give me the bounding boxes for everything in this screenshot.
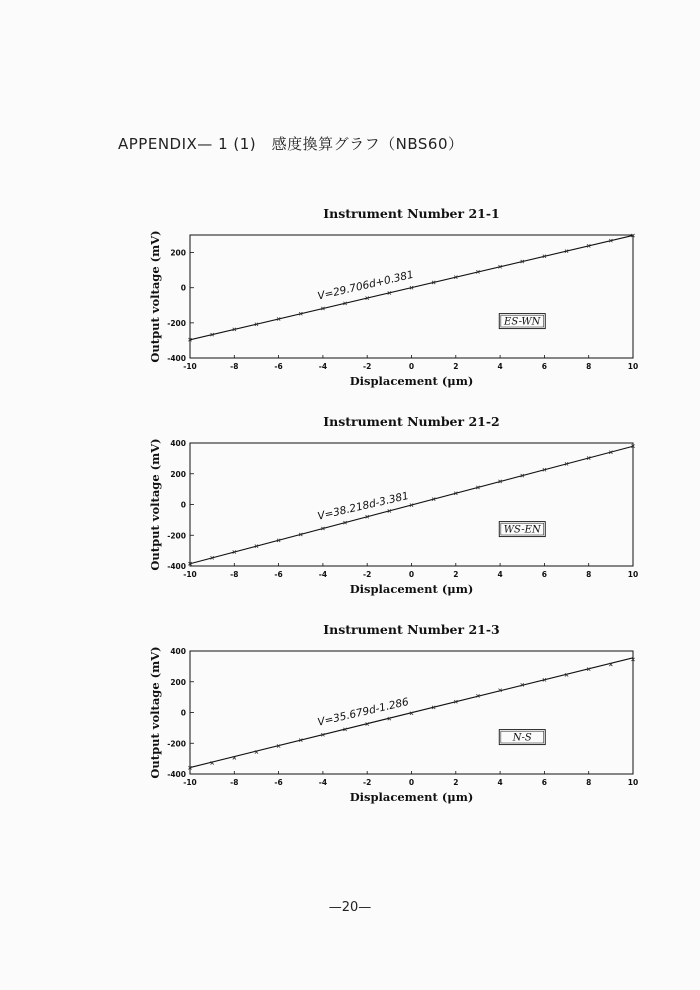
y-tick-label: 200	[170, 469, 186, 479]
plot-frame	[190, 235, 633, 358]
x-tick-label: -8	[230, 570, 239, 579]
x-tick-label: -4	[318, 362, 328, 371]
chart-svg	[135, 200, 655, 400]
x-tick-label: -10	[183, 778, 197, 787]
x-tick-label: 0	[408, 570, 415, 579]
chart-svg	[135, 408, 655, 608]
orientation-tag: ES-WN	[504, 316, 541, 328]
x-tick-label: -6	[274, 362, 283, 371]
x-tick-label: -2	[363, 778, 372, 787]
y-axis-label: Output voltage (mV)	[148, 230, 162, 363]
appendix-heading: APPENDIX— 1 (1) 感度換算グラフ（NBS60）	[118, 135, 464, 153]
x-tick-label: 0	[408, 362, 415, 371]
chart-svg	[135, 616, 655, 816]
x-axis-label: Displacement (μm)	[349, 374, 474, 388]
x-tick-label: 4	[497, 362, 503, 371]
chart-title: Instrument Number 21-3	[323, 622, 500, 637]
x-tick-label: 0	[408, 778, 415, 787]
fit-equation: V=29.706d+0.381	[316, 268, 415, 303]
orientation-tag: N-S	[512, 732, 532, 744]
chart-instrument-21-2	[135, 408, 655, 608]
x-tick-label: -4	[318, 778, 328, 787]
chart-instrument-21-3	[135, 616, 655, 816]
y-tick-label: 400	[170, 439, 186, 448]
x-tick-label: 10	[627, 570, 639, 579]
x-tick-label: 2	[453, 570, 459, 579]
y-tick-label: 0	[180, 283, 186, 293]
y-tick-label: 200	[170, 677, 186, 687]
page-number: —20—	[328, 900, 372, 915]
x-tick-label: -10	[183, 362, 197, 371]
chart-instrument-21-1	[135, 200, 655, 400]
y-tick-label: 400	[170, 647, 186, 656]
orientation-tag: WS-EN	[503, 524, 541, 536]
y-tick-label: 0	[180, 708, 186, 718]
x-tick-label: -2	[363, 362, 372, 371]
x-tick-label: 2	[453, 362, 459, 371]
x-tick-label: 10	[627, 778, 639, 787]
y-tick-label: -200	[167, 318, 186, 328]
x-axis-label: Displacement (μm)	[349, 582, 474, 596]
chart-title: Instrument Number 21-1	[323, 206, 500, 221]
x-tick-label: 6	[541, 362, 548, 371]
x-tick-label: -6	[274, 570, 283, 579]
y-tick-label: -200	[167, 531, 186, 541]
x-tick-label: -4	[318, 570, 328, 579]
fit-equation: V=35.679d-1.286	[316, 695, 410, 729]
x-tick-label: 6	[541, 570, 548, 579]
y-tick-label: 200	[170, 248, 186, 258]
y-axis-label: Output voltage (mV)	[148, 438, 162, 571]
x-tick-label: -6	[274, 778, 283, 787]
x-tick-label: 4	[497, 778, 503, 787]
x-tick-label: -10	[183, 570, 197, 579]
x-tick-label: -2	[363, 570, 372, 579]
x-tick-label: -8	[230, 778, 239, 787]
y-axis-label: Output voltage (mV)	[148, 646, 162, 779]
x-tick-label: 10	[627, 362, 639, 371]
x-tick-label: 2	[453, 778, 459, 787]
x-tick-label: 8	[586, 570, 592, 579]
x-tick-label: 6	[541, 778, 548, 787]
x-tick-label: 8	[586, 362, 592, 371]
x-tick-label: -8	[230, 362, 239, 371]
fit-equation: V=38.218d-3.381	[316, 489, 410, 523]
x-axis-label: Displacement (μm)	[349, 790, 474, 804]
y-tick-label: -200	[167, 739, 186, 749]
x-tick-label: 8	[586, 778, 592, 787]
y-tick-label: -400	[167, 770, 186, 779]
y-tick-label: -400	[167, 562, 186, 571]
chart-title: Instrument Number 21-2	[323, 414, 500, 429]
y-tick-label: 0	[180, 500, 186, 510]
x-tick-label: 4	[497, 570, 503, 579]
y-tick-label: -400	[167, 354, 186, 363]
